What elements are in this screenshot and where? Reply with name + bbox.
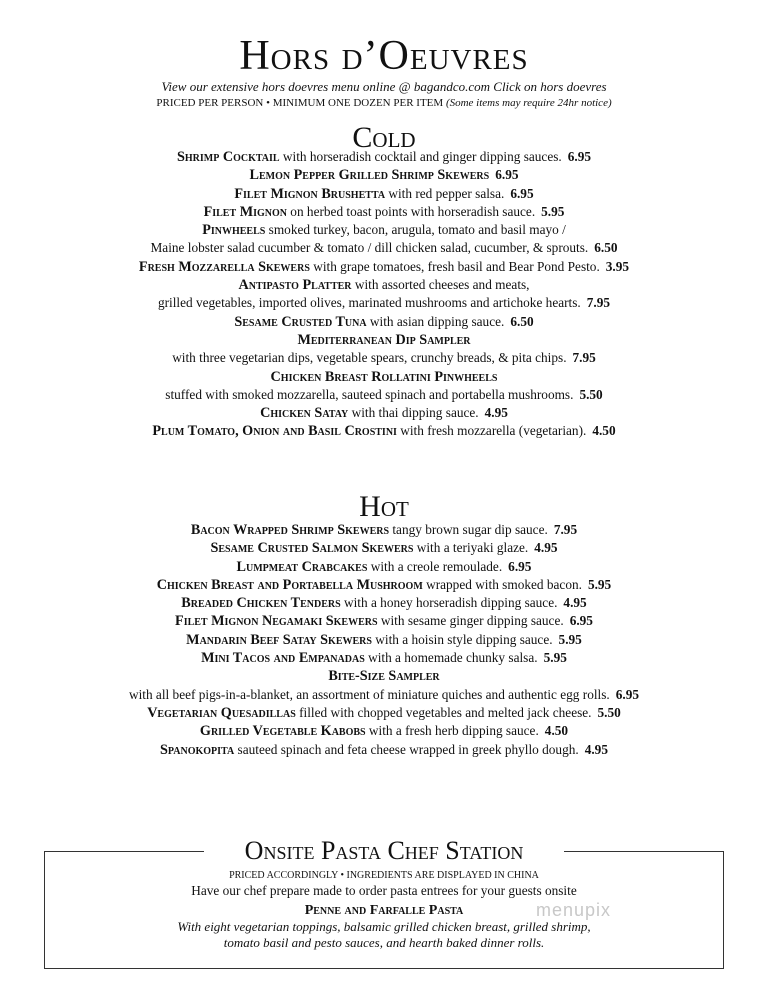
- menu-item: [0, 258, 768, 276]
- menu-item-price: 6.95: [569, 613, 593, 629]
- menu-item-description: with a homemade chunky salsa.: [364, 650, 538, 666]
- menu-item-line: [0, 313, 768, 331]
- menu-item-name: Pinwheels: [202, 222, 266, 239]
- menu-item-name: Bite-Size Sampler: [328, 668, 440, 685]
- page-title: Hors d’Oeuvres: [239, 33, 529, 79]
- menu-item-name: Mandarin Beef Satay Skewers: [186, 631, 372, 648]
- menu-item-description: with a creole remoulade.: [367, 558, 503, 574]
- menu-item-description: with assorted cheeses and meats,: [351, 277, 530, 293]
- pasta-desc-line-1: With eight vegetarian toppings, balsamic grilled chicken breast, grilled shrimp,: [177, 919, 591, 934]
- menu-item-description: with sesame ginger dipping sauce.: [377, 613, 564, 629]
- menu-item-description: on herbed toast points with horseradish sauce.: [286, 203, 536, 219]
- menu-item-line: [0, 331, 768, 349]
- menu-item-price: 3.95: [605, 258, 630, 274]
- menu-item-price: 7.95: [572, 350, 596, 366]
- menu-item-price: 4.95: [584, 741, 608, 757]
- menu-item-line: [0, 386, 768, 404]
- menu-item: [0, 539, 768, 557]
- menu-item-description-cont: grilled vegetables, imported olives, marinated mushrooms and artichoke hearts.: [157, 295, 581, 311]
- menu-item-line: [0, 558, 768, 576]
- menu-item-price: 4.95: [484, 405, 508, 421]
- menu-item: [0, 704, 768, 722]
- menu-item-description: with thai dipping sauce.: [348, 405, 479, 421]
- menu-item-line: [0, 368, 768, 386]
- pasta-desc-line-2: tomato basil and pesto sauces, and hearth baked dinner rolls.: [223, 935, 545, 950]
- menu-item: [0, 166, 768, 184]
- menu-item-line: [0, 521, 768, 539]
- menu-item-name: Sesame Crusted Salmon Skewers: [210, 540, 414, 557]
- menu-item-line: [0, 349, 768, 367]
- menu-item: [0, 203, 768, 221]
- menu-item-price: 5.95: [543, 650, 567, 666]
- menu-item: [0, 368, 768, 405]
- menu-item-name: Filet Mignon Brushetta: [234, 185, 386, 202]
- menu-item-price: 4.95: [534, 540, 558, 556]
- menu-item-price: 6.50: [594, 240, 618, 256]
- menu-item-description-cont: Maine lobster salad cucumber & tomato / dill chicken salad, cucumber, & sprouts.: [150, 240, 589, 256]
- menu-item-name: Chicken Breast Rollatini Pinwheels: [270, 368, 498, 385]
- menu-item-line: [0, 631, 768, 649]
- menu-item-price: 5.95: [541, 203, 565, 219]
- pasta-item-name: Penne and Farfalle Pasta: [304, 903, 464, 918]
- cold-items: [0, 148, 768, 441]
- menu-item-name: Chicken Breast and Portabella Mushroom: [156, 576, 423, 593]
- menu-item: [0, 649, 768, 667]
- menu-item-description: with a fresh herb dipping sauce.: [365, 723, 539, 739]
- menu-item-name: Chicken Satay: [260, 405, 349, 422]
- menu-item: [0, 612, 768, 630]
- menu-item-description: filled with chopped vegetables and melted jack cheese.: [295, 704, 592, 720]
- menu-item-name: Antipasto Platter: [238, 277, 352, 294]
- menu-item-line: [0, 741, 768, 759]
- menu-item-line: [0, 276, 768, 294]
- menu-item-description: with a hoisin style dipping sauce.: [371, 631, 553, 647]
- menu-item-name: Vegetarian Quesadillas: [147, 704, 296, 721]
- menu-item-line: [0, 612, 768, 630]
- menu-item-price: 4.50: [544, 723, 569, 739]
- menu-item-description: smoked turkey, bacon, arugula, tomato and basil mayo /: [265, 222, 566, 238]
- menu-item-price: 6.95: [567, 149, 592, 164]
- menu-item-description: wrapped with smoked bacon.: [422, 576, 582, 592]
- menu-item: [0, 221, 768, 258]
- menu-item-name: Filet Mignon Negamaki Skewers: [175, 613, 378, 630]
- menu-item-line: [0, 594, 768, 612]
- menu-item: [0, 185, 768, 203]
- menu-item-line: [0, 203, 768, 221]
- menu-item-line: [0, 404, 768, 422]
- menu-item-line: [0, 239, 768, 257]
- menu-item-description: with asian dipping sauce.: [366, 313, 505, 329]
- menu-item-price: 6.50: [510, 313, 534, 329]
- menu-item-name: Spanokopita: [160, 741, 235, 758]
- menu-item-description: sauteed spinach and feta cheese wrapped in greek phyllo dough.: [234, 741, 579, 757]
- menu-item-line: [0, 667, 768, 685]
- pasta-station-note: Have our chef prepare made to order pasta entrees for your guests onsite: [191, 883, 577, 898]
- menu-item-description-cont: stuffed with smoked mozzarella, sauteed spinach and portabella mushrooms.: [165, 386, 574, 402]
- cold-section-title: Cold: [352, 121, 416, 154]
- menu-item: [0, 576, 768, 594]
- menu-item: [0, 558, 768, 576]
- menu-item: [0, 404, 768, 422]
- menu-item-name: Filet Mignon: [203, 203, 287, 220]
- menu-item-price: 5.50: [597, 704, 621, 720]
- menu-item-name: Mediterranean Dip Sampler: [297, 331, 471, 348]
- menu-item-name: Lumpmeat Crabcakes: [236, 558, 368, 575]
- menu-item-line: [0, 148, 768, 166]
- pricing-line: [0, 96, 768, 110]
- menu-item-name: Shrimp Cocktail: [176, 149, 280, 165]
- menu-item-line: [0, 258, 768, 276]
- menu-item-price: 5.95: [558, 631, 582, 647]
- menu-item: [0, 667, 768, 704]
- menu-item: [0, 741, 768, 759]
- menu-subtitle: View our extensive hors doevres menu online @ bagandco.com Click on hors doevres: [161, 79, 607, 94]
- menu-item-line: [0, 166, 768, 184]
- menu-item-price: 5.95: [587, 576, 612, 592]
- menu-item-description-cont: with all beef pigs-in-a-blanket, an assortment of miniature quiches and authentic egg rolls.: [128, 686, 610, 702]
- menu-item: [0, 722, 768, 740]
- menu-item-description: with a honey horseradish dipping sauce.: [340, 595, 558, 611]
- menu-item-description: with horseradish cocktail and ginger dipping sauces.: [279, 149, 562, 164]
- menu-item-name: Breaded Chicken Tenders: [181, 595, 341, 612]
- menu-item: [0, 631, 768, 649]
- menu-item-description-cont: with three vegetarian dips, vegetable spears, crunchy breads, & pita chips.: [172, 350, 567, 366]
- menu-item-price: 6.95: [508, 558, 532, 574]
- menu-item: [0, 313, 768, 331]
- menu-item: [0, 331, 768, 368]
- menu-item-name: Plum Tomato, Onion and Basil Crostini: [152, 423, 397, 440]
- menu-item-price: 5.50: [579, 386, 603, 402]
- pasta-station-terms: PRICED ACCORDINGLY • INGREDIENTS ARE DISPLAYED IN CHINA: [229, 870, 539, 881]
- menu-item-line: [0, 221, 768, 239]
- menu-item-price: 4.95: [563, 595, 587, 611]
- hot-section-title: Hot: [359, 490, 409, 523]
- menu-item-line: [0, 539, 768, 557]
- pricing-terms: PRICED PER PERSON • MINIMUM ONE DOZEN PER ITEM: [156, 97, 444, 109]
- menu-item: [0, 148, 768, 166]
- menu-item-description: with grape tomatoes, fresh basil and Bear Pond Pesto.: [309, 258, 600, 274]
- menu-item-description: with red pepper salsa.: [385, 185, 505, 201]
- menu-item: [0, 521, 768, 539]
- menu-item-price: 7.95: [586, 295, 611, 311]
- pasta-station-title: Onsite Pasta Chef Station: [204, 836, 564, 866]
- menu-item-name: Bacon Wrapped Shrimp Skewers: [190, 522, 390, 538]
- menu-item-description: tangy brown sugar dip sauce.: [389, 522, 548, 537]
- menu-item: [0, 276, 768, 313]
- menu-item-line: [0, 704, 768, 722]
- watermark: menupix: [536, 900, 612, 920]
- menu-item-line: [0, 185, 768, 203]
- pasta-item-description: [0, 919, 768, 951]
- menu-item-description: with a teriyaki glaze.: [413, 540, 529, 556]
- pricing-note: (Some items may require 24hr notice): [445, 97, 612, 109]
- menu-item-name: Lemon Pepper Grilled Shrimp Skewers: [249, 167, 490, 184]
- menu-item-name: Mini Tacos and Empanadas: [201, 650, 365, 667]
- menu-item-name: Sesame Crusted Tuna: [234, 313, 367, 330]
- menu-item-price: 6.95: [495, 167, 519, 183]
- menu-item: [0, 594, 768, 612]
- menu-item-name: Grilled Vegetable Kabobs: [199, 723, 366, 740]
- menu-item-price: 6.95: [510, 185, 534, 201]
- menu-item-price: 6.95: [615, 686, 640, 702]
- menu-item-line: [0, 686, 768, 704]
- menu-item-name: Fresh Mozzarella Skewers: [138, 258, 310, 275]
- menu-item-description: with fresh mozzarella (vegetarian).: [396, 423, 587, 439]
- menu-item-line: [0, 294, 768, 312]
- menu-item-price: 7.95: [553, 522, 578, 537]
- hot-items: [0, 521, 768, 759]
- menu-item-line: [0, 649, 768, 667]
- menu-item: [0, 422, 768, 440]
- menu-item-line: [0, 576, 768, 594]
- menu-item-line: [0, 722, 768, 740]
- menu-item-line: [0, 422, 768, 440]
- menu-item-price: 4.50: [592, 423, 616, 439]
